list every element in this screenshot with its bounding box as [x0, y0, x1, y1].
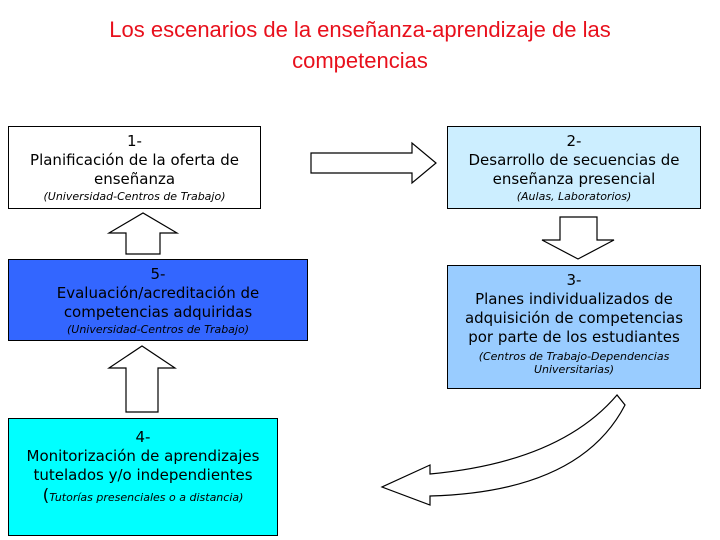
box3-line1: Planes individualizados de	[475, 290, 673, 308]
box5-line1: Evaluación/acreditación de	[56, 284, 260, 302]
box2-number: 2-	[566, 132, 582, 150]
box3-sub1: (Centros de Trabajo-Dependencias	[478, 350, 670, 363]
arrow-down-2-to-3	[542, 217, 614, 259]
box2-line2: enseñanza presencial	[492, 170, 656, 188]
box1-number: 1-	[127, 132, 142, 150]
box3-line3: por parte de los estudiantes	[468, 328, 680, 346]
box4-line1: Monitorización de aprendizajes	[26, 447, 260, 465]
box3-number: 3-	[566, 271, 582, 289]
box4-sub: Tutorías presenciales o a distancia)	[49, 491, 244, 504]
box2-line1: Desarrollo de secuencias de	[468, 151, 680, 169]
arrow-up-4-to-5	[109, 346, 175, 412]
arrow-right-1-to-2	[311, 143, 436, 183]
box4-number: 4-	[135, 428, 151, 446]
box5-line2: competencias adquiridas	[63, 303, 253, 321]
title-line-2: competencias	[292, 48, 428, 73]
title-line-1: Los escenarios de la enseñanza-aprendizaje de las	[109, 17, 611, 42]
arrow-left-3-to-4	[382, 395, 625, 505]
box3-line2: adquisición de competencias	[464, 309, 684, 327]
box2-sub: (Aulas, Laboratorios)	[516, 190, 632, 203]
box4-sub-paren: (	[42, 486, 50, 506]
box3-sub2: Universitarias)	[533, 363, 615, 376]
box1-line1: Planificación de la oferta de	[30, 151, 239, 169]
box5-number: 5-	[150, 265, 166, 283]
box5-sub: (Universidad-Centros de Trabajo)	[66, 323, 250, 336]
box1-sub: (Universidad-Centros de Trabajo)	[43, 190, 226, 203]
box4-line2: tutelados y/o independientes	[33, 466, 253, 484]
arrow-up-5-to-1	[109, 213, 177, 254]
box1-line2: enseñanza	[93, 170, 176, 188]
